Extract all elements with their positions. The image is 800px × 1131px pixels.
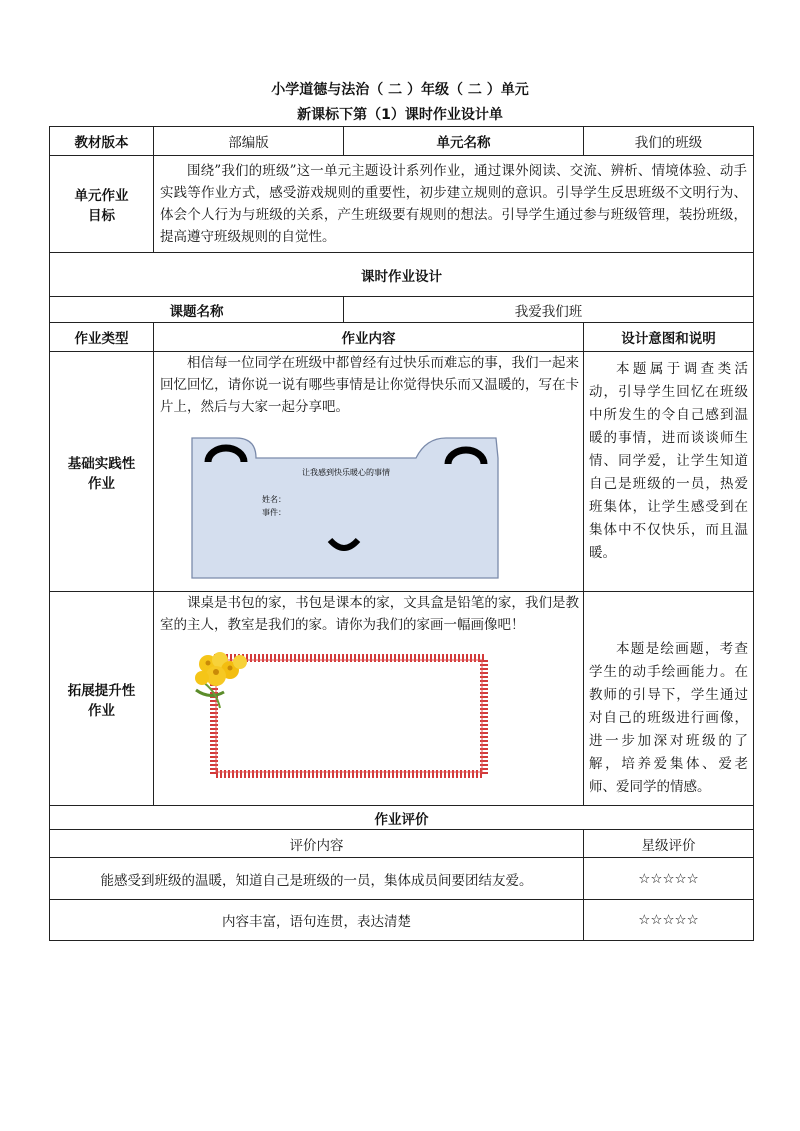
task-type-line1: 拓展提升性 [67, 682, 136, 699]
task-content-basic [154, 352, 584, 592]
evaluation-row [50, 858, 754, 900]
lesson-section-title: 课时作业设计 [50, 253, 754, 297]
topic-row [50, 297, 754, 323]
edition-row [50, 127, 754, 156]
card-name-label: 姓名： [262, 495, 286, 504]
decorative-border [214, 658, 484, 774]
evaluation-section-title: 作业评价 [50, 806, 754, 830]
task-intent-extended: 本题是绘画题，考查学生的动手绘画能力。在教师的引导下，学生通过对自己的班级进行画像，进一步加深对班级的了解，培养爱集体、爱老师、爱同学的情感。 [584, 592, 754, 806]
page-subtitle: 新课标下第（1）课时作业设计单 [297, 107, 503, 123]
card-event-label: 事件： [262, 508, 286, 517]
columns-row [50, 323, 754, 352]
eval-criterion: 能感受到班级的温暖，知道自己是班级的一员，集体成员间要团结友爱。 [50, 858, 584, 900]
evaluation-header-row [50, 830, 754, 858]
goal-label [50, 156, 154, 253]
assignment-table [49, 126, 754, 941]
goal-label-line1: 单元作业 [74, 188, 129, 204]
task-type-extended [50, 592, 154, 806]
task-content-text: 相信每一位同学在班级中都曾经有过快乐而难忘的事，我们一起来回忆回忆，请你说一说有哪些事情是让你觉得快乐而又温暖的，写在卡片上，然后与大家一起分享吧。 [160, 355, 579, 415]
eval-col-content: 评价内容 [50, 830, 584, 858]
eval-col-rating: 星级评价 [584, 830, 754, 858]
col-type-header: 作业类型 [50, 323, 154, 352]
evaluation-section-row [50, 806, 754, 830]
goal-label-line2: 目标 [88, 208, 115, 224]
task-row-extended [50, 592, 754, 806]
evaluation-row [50, 900, 754, 941]
card-title: 让我感到快乐暖心的事情 [302, 468, 390, 477]
edition-value: 部编版 [154, 127, 344, 156]
edition-label: 教材版本 [50, 127, 154, 156]
task-type-line1: 基础实践性 [67, 455, 136, 472]
task-intent-basic: 本题属于调查类活动，引导学生回忆在班级中所发生的令自己感到温暖的事情，进而谈谈师生情、同学爱，让学生知道自己是班级的一员，热爱班集体，让学生感受到在集体中不仅快乐，而且温暖。 [584, 352, 754, 592]
topic-value: 我爱我们班 [344, 297, 754, 323]
page-title: 小学道德与法治（ 二 ）年级（ 二 ）单元 [271, 82, 529, 98]
topic-label: 课题名称 [50, 297, 344, 323]
col-content-header: 作业内容 [154, 323, 584, 352]
unit-value: 我们的班级 [584, 127, 754, 156]
task-type-line2: 作业 [88, 475, 115, 492]
eval-stars: ☆☆☆☆☆ [584, 858, 754, 900]
task-type-basic [50, 352, 154, 592]
eval-criterion: 内容丰富，语句连贯，表达清楚 [50, 900, 584, 941]
task-content-extended [154, 592, 584, 806]
share-card-illustration [186, 430, 506, 580]
unit-label: 单元名称 [344, 127, 584, 156]
goal-text: 围绕”我们的班级”这一单元主题设计系列作业，通过课外阅读、交流、辨析、情境体验、动手实践等作业方式，感受游戏规则的重要性，初步建立规则的意识。引导学生反思班级不文明行为、体会个人行为与班级的关系，产生班级要有规则的想法。引导学生通过参与班级管理，装扮班级，提高遵守班级规则的自觉性。 [154, 156, 754, 253]
section-row [50, 253, 754, 297]
task-type-line2: 作业 [88, 702, 115, 719]
goal-row [50, 156, 754, 253]
task-row-basic [50, 352, 754, 592]
col-intent-header: 设计意图和说明 [584, 323, 754, 352]
eval-stars: ☆☆☆☆☆ [584, 900, 754, 941]
task-content-text: 课桌是书包的家，书包是课本的家，文具盒是铅笔的家，我们是教室的主人，教室是我们的家。请你为我们的家画一幅画像吧！ [160, 595, 579, 633]
drawing-frame-illustration [190, 650, 490, 778]
